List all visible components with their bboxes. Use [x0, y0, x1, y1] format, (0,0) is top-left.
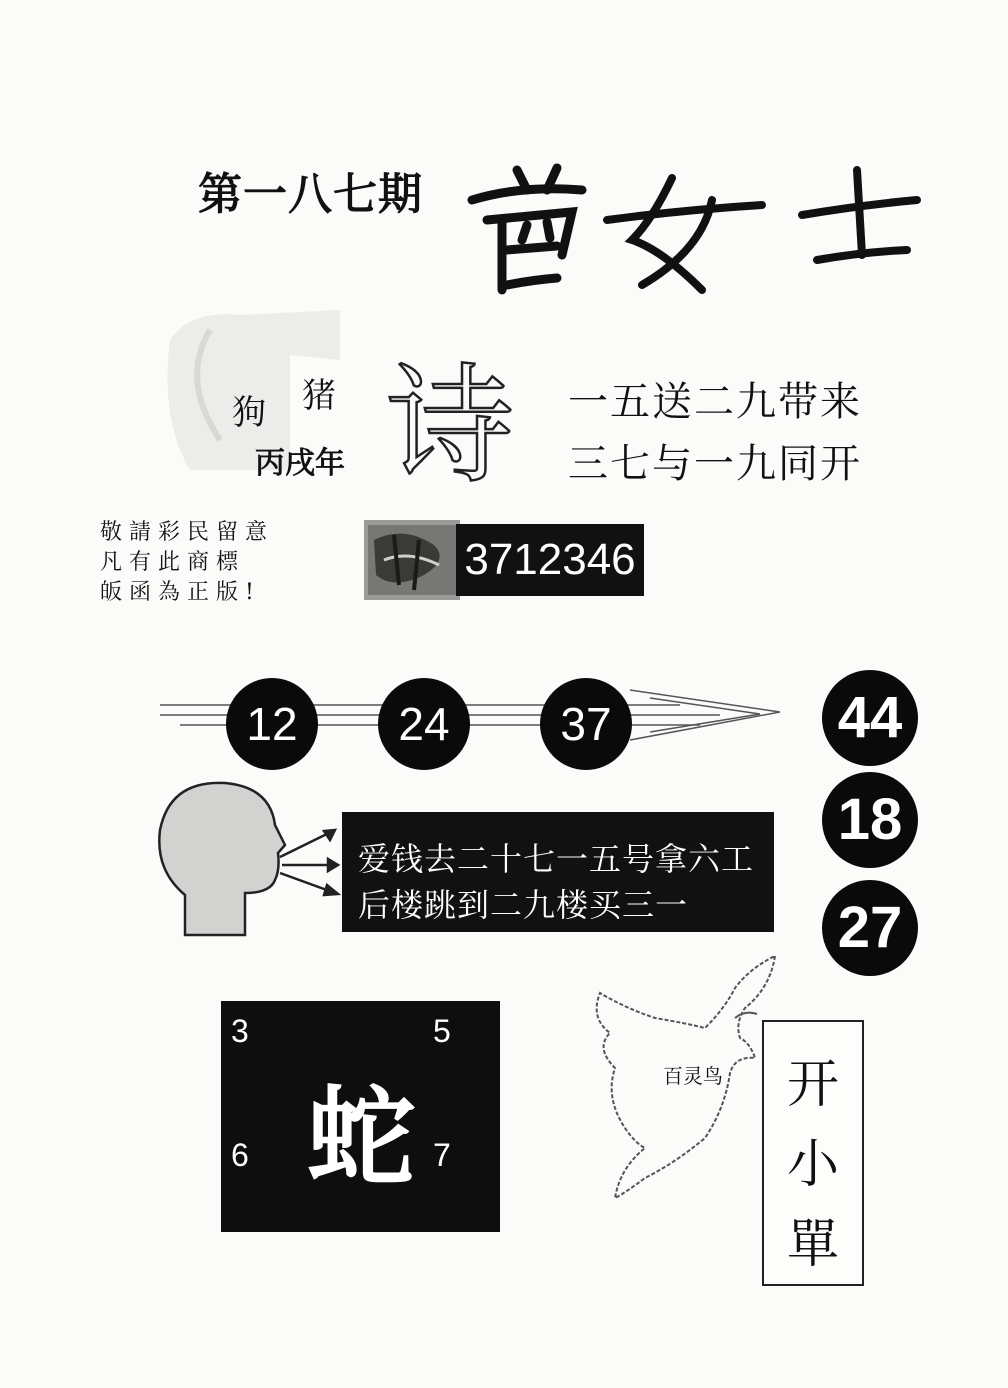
vertical-char: 單	[786, 1215, 839, 1275]
year-label: 丙戌年	[255, 446, 345, 481]
zodiac-dog: 狗	[232, 393, 266, 433]
svg-text:诗: 诗	[385, 352, 515, 501]
big-number-ball: 44	[822, 670, 918, 766]
notice-line: 敬請彩民留意	[100, 520, 275, 545]
code-box: 3712346	[456, 524, 644, 596]
speaking-head-icon	[150, 775, 350, 945]
issue-title: 第一八七期	[198, 169, 423, 220]
snake-char: 蛇	[306, 1075, 415, 1201]
notice-line: 凡有此商標	[100, 550, 246, 575]
message-line-2: 后楼跳到二九楼买三一	[358, 886, 689, 924]
message-line-1: 爱钱去二十七一五号拿六工	[358, 840, 755, 878]
seal-stamp	[364, 520, 460, 600]
snake-number-bottom-left: 6	[231, 1137, 249, 1173]
bird-label: 百灵鸟	[663, 1064, 723, 1088]
number-ball: 37	[540, 678, 632, 770]
poem-line-2: 三七与一九同开	[568, 441, 862, 487]
shi-hollow-char	[385, 340, 515, 501]
zodiac-pig: 猪	[302, 376, 336, 416]
snake-number-top-left: 3	[231, 1013, 249, 1049]
number-ball: 12	[226, 678, 318, 770]
snake-box	[221, 1001, 500, 1232]
handwritten-logo	[462, 160, 922, 300]
vertical-text-box	[762, 1020, 864, 1286]
vertical-char: 小	[786, 1135, 839, 1195]
poem-line-1: 一五送二九带来	[568, 379, 862, 425]
trademark-notice	[100, 518, 274, 608]
number-ball: 24	[378, 678, 470, 770]
snake-number-bottom-right: 7	[433, 1137, 451, 1173]
notice-line: 皈函為正版!	[100, 580, 261, 605]
vertical-char: 开	[786, 1055, 839, 1115]
big-number-ball: 18	[822, 772, 918, 868]
snake-number-top-right: 5	[433, 1013, 451, 1049]
message-box	[342, 812, 774, 932]
big-number-ball: 27	[822, 880, 918, 976]
